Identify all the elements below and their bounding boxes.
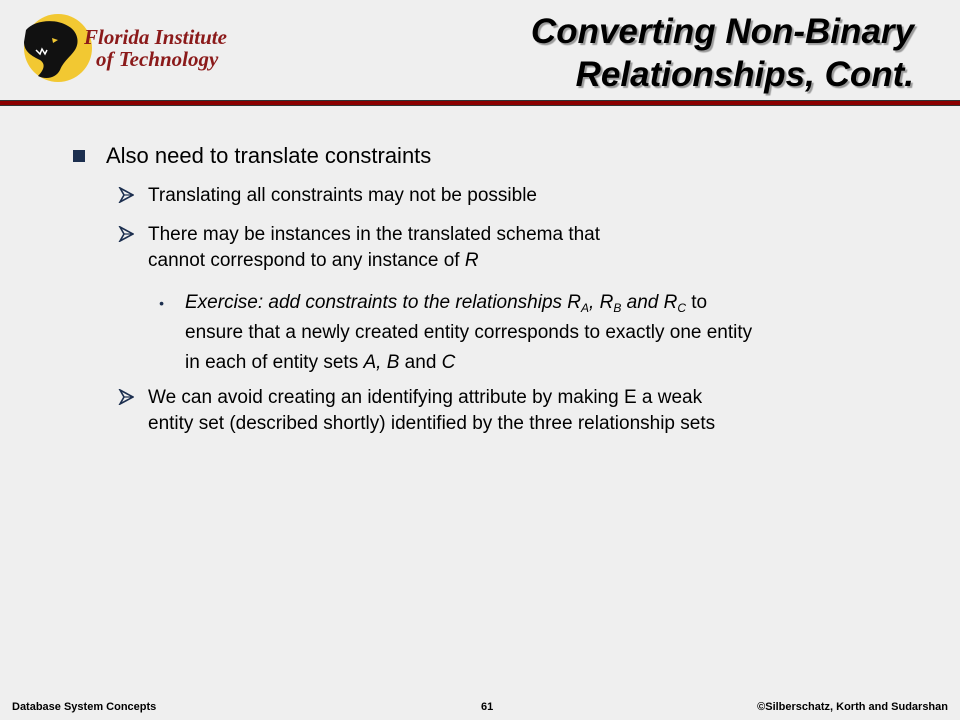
exercise-line3-and: and (399, 352, 442, 373)
exercise-line2: ensure that a newly created entity corresponds to exactly one entity (185, 322, 753, 343)
footer-right: ©Silberschatz, Korth and Sudarshan (757, 701, 948, 713)
exercise-line1-prefix: Exercise: add constraints to the relationships R (185, 292, 582, 313)
sub-bullet-2 (148, 222, 868, 274)
fit-logo (16, 12, 246, 84)
subscript-b: B (613, 301, 622, 315)
dot-bullet-icon: • (159, 295, 164, 311)
sub2-line2-prefix: cannot correspond to any instance of (148, 250, 465, 271)
arrow-bullet-icon (118, 389, 134, 405)
sub2-line2-var: R (464, 250, 479, 271)
exercise-line3 (185, 348, 915, 378)
exercise-line3-prefix: in each of entity sets (185, 352, 364, 373)
arrow-bullet-icon (118, 187, 134, 203)
footer-page-number: 61 (481, 701, 494, 713)
sub3-line1: We can avoid creating an identifying attribute by making E a weak (148, 387, 703, 408)
title-line1: Converting Non-Binary (530, 12, 914, 51)
exercise-line1 (185, 288, 915, 318)
sub-bullet-3 (148, 385, 888, 437)
bullet-level1 (106, 142, 431, 170)
logo-text-line1: Florida Institute (84, 25, 227, 49)
exercise-sep1: , R (589, 292, 614, 313)
footer-left: Database System Concepts (12, 701, 157, 713)
arrow-bullet-icon (118, 226, 134, 242)
sub3-line2: entity set (described shortly) identified by the three relationship sets (148, 413, 716, 434)
sub2-line1: There may be instances in the translated schema that (148, 224, 601, 245)
logo-text-line2: of Technology (96, 47, 219, 71)
exercise-line1-suffix: to (686, 292, 708, 313)
sub1-text: Translating all constraints may not be possible (148, 185, 537, 206)
exercise-line3-var2: C (441, 352, 456, 373)
bullet1-text: Also need to translate constraints (106, 143, 432, 168)
subscript-c: C (677, 301, 686, 315)
subscript-a: A (581, 301, 590, 315)
exercise-line3-vars1: A, B (363, 352, 400, 373)
exercise-bullet (159, 288, 915, 378)
exercise-sep2: and R (621, 292, 678, 313)
title-divider (0, 100, 960, 106)
square-bullet-icon (73, 150, 85, 162)
slide-title (354, 10, 914, 96)
sub2-line2 (148, 248, 868, 274)
title-line2: Relationships, Cont. (575, 55, 914, 94)
sub-bullet-1 (148, 183, 868, 209)
